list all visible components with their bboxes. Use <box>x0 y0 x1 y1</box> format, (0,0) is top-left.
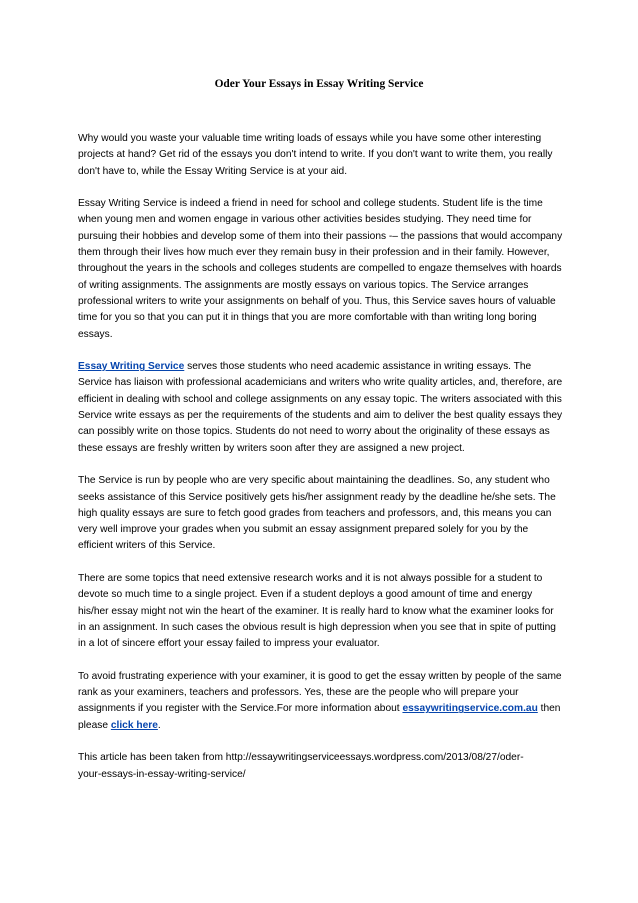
paragraph-period: . <box>157 719 161 731</box>
paragraph-deadlines: The Service is run by people who are very specific about maintaining the deadlines. So, any student who seeks assistance of this Service positively gets his/her assignment ready by the deadline he/she sets. The high quality essays are sure to fetch good grades from teachers and professors, and, this means you can very well improve your grades when you submit an essay assignment prepared solely for you by the efficient writers of this Service. <box>78 475 556 552</box>
paragraph-more-info-text: To avoid frustrating experience with your examiner, it is good to get the essay written by people of the same rank as your examiners, teachers and professors. Yes, these are the people who will prepare your assignments if you register with the Service.For more information about <box>78 670 562 715</box>
paragraph-research: There are some topics that need extensive research works and it is not always possible for a student to devote so much time to a single project. Even if a student deploys a good amount of time and energy his/her essay might not win the heart of the examiner. It is really hard to know what the examiner looks for in an assignment. In such cases the obvious result is high depression when you see that in spite of putting in a lot of sincere effort your essay failed to impress your evaluator. <box>78 573 556 650</box>
paragraph-service-text: serves those students who need academic assistance in writing essays. The Service has liaison with professional academicians and writers who write quality articles, and, therefore, are efficient in dealing with school and college assignments on any essay topic. The writers associated with this Service write essays as per the requirements of the students and aim to deliver the best quality essays they can possibly write on those topics. Students do not need to worry about the originality of these essays as these essays are freshly written by writers soon after they are assigned a new project. <box>78 361 563 454</box>
document-title: Oder Your Essays in Essay Writing Service <box>214 78 424 90</box>
source-line-1: This article has been taken from http://essaywritingserviceessays.wordpress.com/2013/08/27/oder- <box>78 752 524 764</box>
paragraph-more-info <box>78 669 564 734</box>
paragraph-intro: Why would you waste your valuable time writing loads of essays while you have some other interesting projects at hand? Get rid of the essays you don't intend to write. If you don't want to write them, you really don't have to, while the Essay Writing Service is at your aid. <box>78 133 553 177</box>
document-body <box>78 131 564 799</box>
click-here-link[interactable]: click here <box>110 719 158 731</box>
paragraph-then-please: then please <box>78 703 561 731</box>
essay-writing-service-link[interactable]: Essay Writing Service <box>78 361 185 373</box>
paragraph-service-description <box>78 359 564 457</box>
website-link[interactable]: essaywritingservice.com.au <box>402 703 538 715</box>
paragraph-student-life: Essay Writing Service is indeed a friend in need for school and college students. Student life is the time when young men and women engage in various other activities besides studying. They need time for pursuing their hobbies and develop some of them into their passions -– the passions that would accompany them through their lives how much ever they remain busy in their profession and in their family. However, throughout the years in the schools and colleges students are compelled to engaze themselves with hoards of writing assignments. The assignments are mostly essays on various topics. The Service arranges professional writers to write your assignments on behalf of you. Thus, this Service saves hours of valuable time for you so that you can put it in things that you are more comfortable with than writing long boring essays. <box>78 198 563 340</box>
source-line-2: your-essays-in-essay-writing-service/ <box>78 768 246 780</box>
paragraph-source <box>78 750 564 783</box>
